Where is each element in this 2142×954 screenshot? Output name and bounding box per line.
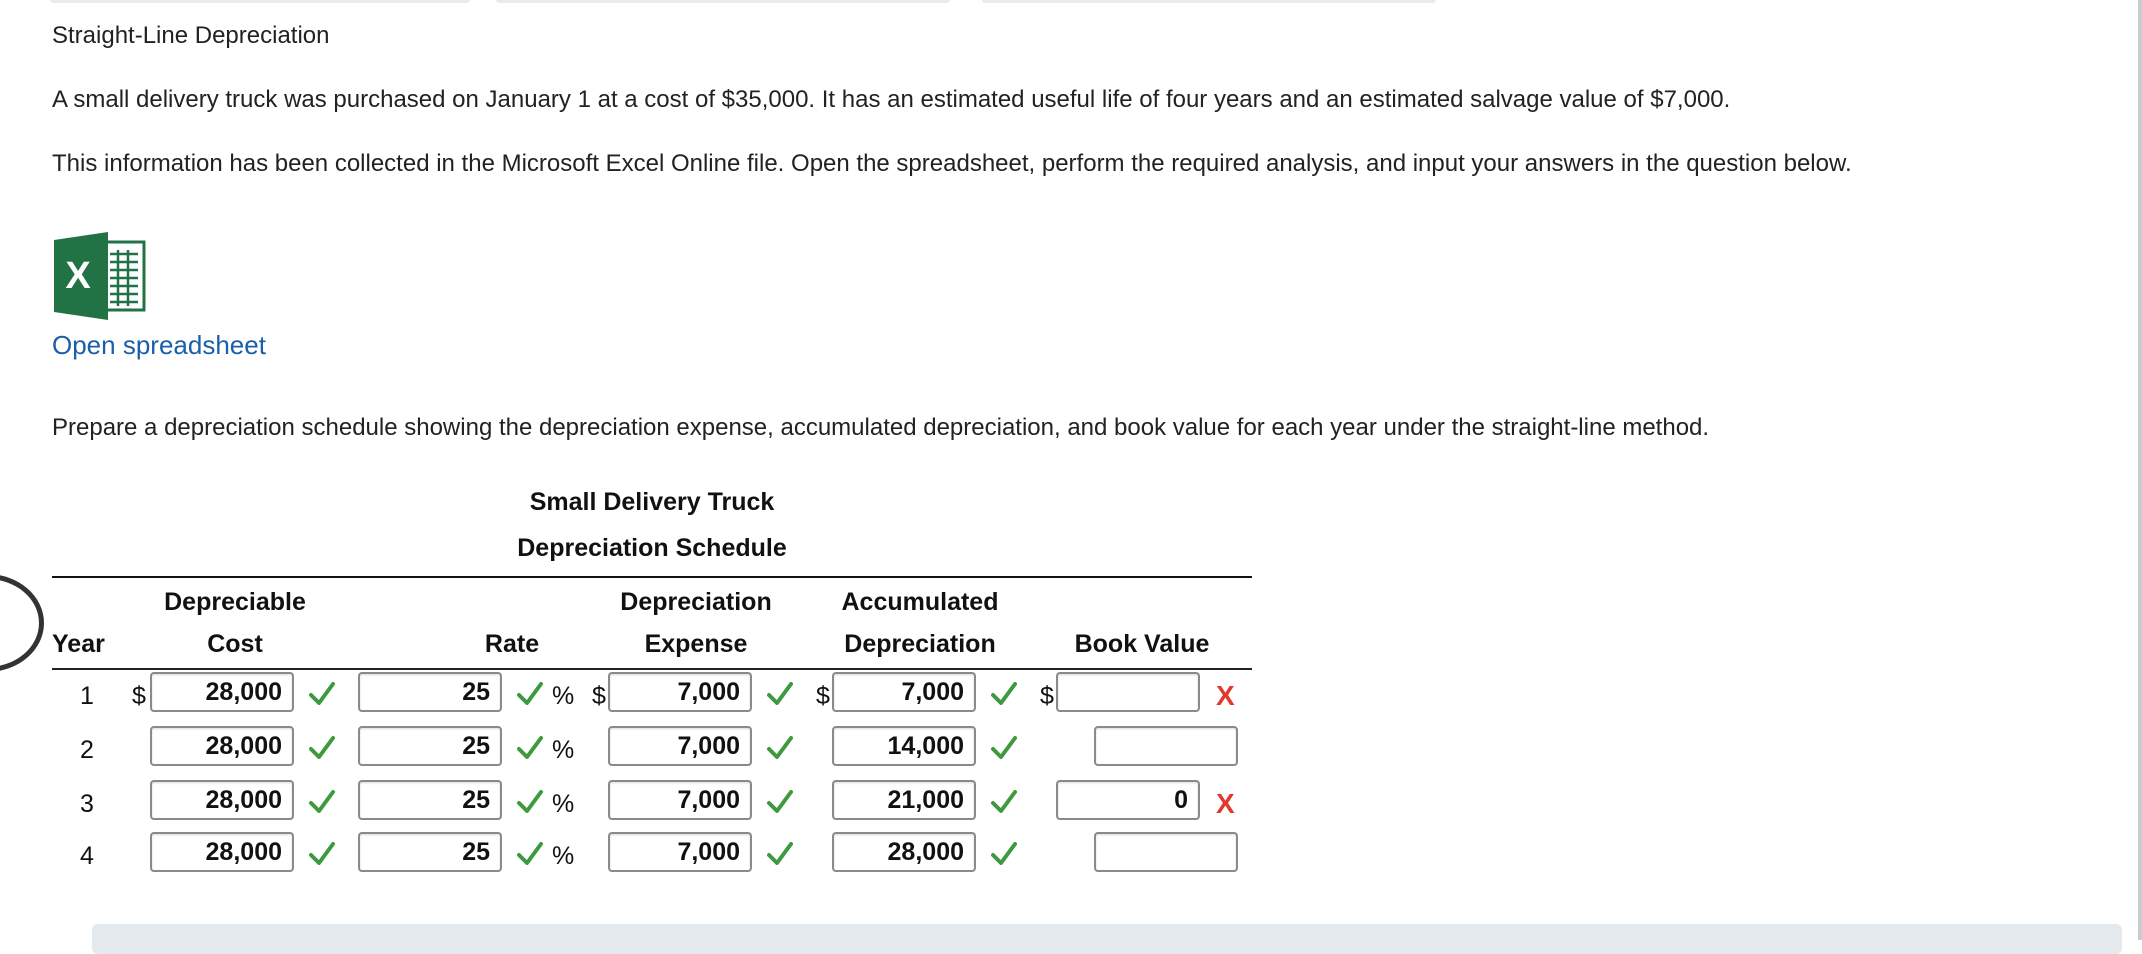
correct-check-icon [766,680,794,708]
correct-check-icon [308,734,336,762]
header-book-value: Book Value [1074,630,1210,658]
depreciable-cost-input[interactable]: 28,000 [150,780,294,820]
header-expense: Expense [644,630,748,658]
correct-check-icon [990,788,1018,816]
year-cell: 1 [80,682,94,710]
rate-input[interactable]: 25 [358,780,502,820]
accumulated-depreciation-input[interactable]: 7,000 [832,672,976,712]
correct-check-icon [766,840,794,868]
book-value-input[interactable]: 0 [1056,780,1200,820]
spreadsheet-note: This information has been collected in the Microsoft Excel Online file. Open the spreadsheet, perform the required analysis, and input your answers in the question below. [52,150,1852,177]
correct-check-icon [516,840,544,868]
top-tab[interactable] [496,0,950,3]
depreciation-expense-input[interactable]: 7,000 [608,832,752,872]
book-value-input[interactable] [1094,726,1238,766]
incorrect-x-icon: X [1216,788,1235,819]
top-tab[interactable] [982,0,1436,3]
header-depreciable: Depreciable [164,588,306,616]
accumulated-depreciation-input[interactable]: 14,000 [832,726,976,766]
correct-check-icon [308,680,336,708]
percent-symbol: % [552,736,575,764]
percent-symbol: % [552,842,575,870]
instructions-text: Prepare a depreciation schedule showing the depreciation expense, accumulated depreciation, and book value for each year under the straight-line method. [52,414,1710,441]
depreciation-expense-input[interactable]: 7,000 [608,780,752,820]
year-cell: 3 [80,790,94,818]
accumulated-depreciation-input[interactable]: 28,000 [832,832,976,872]
depreciable-cost-input[interactable]: 28,000 [150,832,294,872]
correct-check-icon [766,734,794,762]
correct-check-icon [516,734,544,762]
header-year: Year [52,630,105,658]
currency-symbol: $ [1040,682,1054,710]
year-cell: 4 [80,842,94,870]
header-rate: Rate [484,630,540,658]
right-scroll-border [2138,0,2142,940]
header-accumulated: Accumulated [841,588,999,616]
bottom-panel-bar [92,924,2122,954]
rate-input[interactable]: 25 [358,726,502,766]
correct-check-icon [516,788,544,816]
depreciation-expense-input[interactable]: 7,000 [608,726,752,766]
schedule-subtitle: Depreciation Schedule [517,534,787,562]
schedule-title: Small Delivery Truck [529,488,775,516]
header-accum-depreciation: Depreciation [844,630,996,658]
problem-paragraph: A small delivery truck was purchased on January 1 at a cost of $35,000. It has an estimated useful life of four years and an estimated salvage value of $7,000. [52,86,1731,113]
correct-check-icon [766,788,794,816]
depreciation-expense-input[interactable]: 7,000 [608,672,752,712]
book-value-input[interactable] [1094,832,1238,872]
top-tab[interactable] [50,0,470,3]
currency-symbol: $ [592,682,606,710]
top-tab-strip [0,0,1440,4]
incorrect-x-icon: X [1216,680,1235,711]
currency-symbol: $ [132,682,146,710]
accumulated-depreciation-input[interactable]: 21,000 [832,780,976,820]
header-depreciation: Depreciation [620,588,772,616]
correct-check-icon [308,840,336,868]
correct-check-icon [990,840,1018,868]
correct-check-icon [990,680,1018,708]
rate-input[interactable]: 25 [358,672,502,712]
correct-check-icon [990,734,1018,762]
header-top-rule [52,576,1252,578]
correct-check-icon [516,680,544,708]
percent-symbol: % [552,682,575,710]
excel-icon-letter: X [65,255,91,297]
excel-icon[interactable] [54,232,146,320]
currency-symbol: $ [816,682,830,710]
header-cost: Cost [207,630,263,658]
rate-input[interactable]: 25 [358,832,502,872]
correct-check-icon [308,788,336,816]
problem-heading: Straight-Line Depreciation [52,22,330,49]
year-cell: 2 [80,736,94,764]
open-spreadsheet-link[interactable]: Open spreadsheet [52,330,266,360]
percent-symbol: % [552,790,575,818]
header-bottom-rule [52,668,1252,670]
depreciable-cost-input[interactable]: 28,000 [150,672,294,712]
step-indicator-circle [0,574,44,672]
depreciable-cost-input[interactable]: 28,000 [150,726,294,766]
book-value-input[interactable] [1056,672,1200,712]
